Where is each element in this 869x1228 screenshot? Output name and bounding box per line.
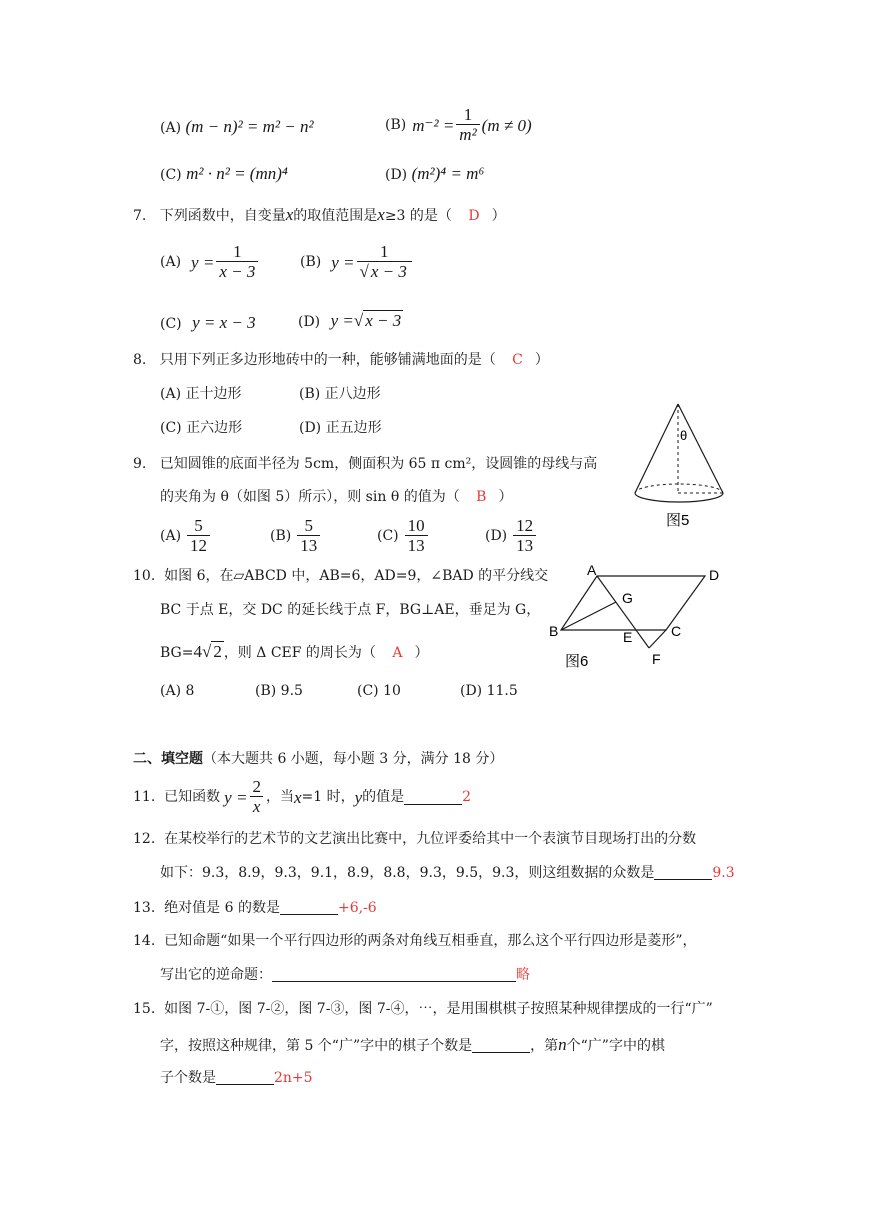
q7-stem: 7. 下列函数中，自变量x的取值范围是x≥3 的是（ D ） [133,205,506,224]
q6-b-label: (B) [385,117,407,134]
q6-b-fraction: $\frac{1}{\text{m²}}$ [456,106,479,144]
q6-a-label: (A) [160,120,182,136]
q10-option-d: (D) 11.5 [460,683,518,699]
q8-stem: 8. 只用下列正多边形地砖中的一种，能够铺满地面的是（ C ） [133,352,549,368]
q7-option-a: (A) y = $\frac{1}{x - 3}$ [160,243,260,281]
q11-fraction: $\frac{2}{x}$ [249,778,264,816]
point-e-label: E [623,629,633,645]
q12-line1: 12. 在某校举行的艺术节的文艺演出比赛中，九位评委给其中一个表演节目现场打出的分数 [133,831,697,847]
q10-answer: A [392,645,403,661]
q6-c-expr: m² · n² = (mn)⁴ [186,164,288,183]
q14-line2: 写出它的逆命题： 略 [160,967,530,983]
q15-blank-1 [472,1038,530,1053]
q15-line3: 子个数是 2n+5 [160,1070,313,1086]
q6-option-b [385,106,532,144]
q6-b-cond: (m ≠ 0) [481,115,532,135]
cone-base-back [635,484,723,493]
theta-label: θ [680,428,688,443]
q12-answer: 9.3 [712,865,735,881]
cone-right-edge [678,404,723,493]
q13-blank [280,900,338,915]
q10-option-b: (B) 9.5 [255,683,303,699]
q8-option-a: (A) 正十边形 [160,386,242,402]
q10-line2: BC 于点 E，交 DC 的延长线于点 F，BG⊥AE，垂足为 G， [160,602,541,618]
point-g-label: G [622,590,633,606]
q11-blank [404,790,462,805]
q11-answer: 2 [462,789,472,806]
q15-line2: 字，按照这种规律，第 5 个“广”字中的棋子个数是 ，第n个“广”字中的棋 [160,1035,665,1054]
q7-a-fraction: $\frac{1}{x - 3}$ [216,243,258,281]
q11: 11. 已知函数 y = $\frac{2}{x}$ ，当 x =1 时， y 的值是 2 [133,777,472,816]
section-2-title: 二、填空题 [133,751,203,767]
q8-answer: C [512,352,523,368]
q7-option-d: (D) y =√ x − 3 [298,311,402,330]
q6-option-a [160,118,314,135]
figure-6-parallelogram [545,560,735,672]
q7-b-fraction: $\frac{1}{√ x - 3}$ [357,243,412,281]
q9-option-b: (B) $\frac{5}{13}$ [270,517,322,555]
figure-5-label: 图5 [666,512,690,529]
q9-option-c: (C) $\frac{10}{13}$ [377,517,430,555]
line-bg [561,602,616,630]
section-2-heading [133,752,503,766]
q12-blank [654,865,712,880]
figure-5-cone [630,400,730,530]
q7-answer: D [468,208,480,224]
q9-line1: 9. 已知圆锥的底面半径为 5cm，侧面积为 65 π cm²，设圆锥的母线与高 [133,456,598,472]
q9-line2: 的夹角为 θ（如图 5）所示），则 sin θ 的值为（ B ） [160,489,513,505]
q7-option-b: (B) y = $\frac{1}{√ x - 3}$ [300,243,414,281]
q6-option-d [385,165,484,182]
figure-6-label: 图6 [565,653,589,670]
section-2-note: （本大题共 6 小题，每小题 3 分，满分 18 分） [203,751,504,767]
cone-left-edge [635,404,678,493]
q7-number: 7. [133,208,147,224]
q14-answer: 略 [516,967,530,983]
line-cf [649,630,666,648]
q6-c-label: (C) [160,167,182,183]
point-c-label: C [671,623,682,639]
q12-line2: 如下：9.3，8.9，9.3，9.1，8.9，8.8，9.3，9.5，9.3，则这组数据的众数是 9.3 [160,865,735,881]
q10-line1: 10. 如图 6，在▱ABCD 中，AB=6，AD=9，∠BAD 的平分线交 [133,568,549,584]
q9-option-d: (D) $\frac{12}{13}$ [485,517,538,555]
q9-answer: B [476,489,487,505]
q13: 13. 绝对值是 6 的数是 +6,-6 [133,900,377,916]
point-f-label: F [652,651,661,667]
q6-b-lhs: m⁻² = [412,115,455,135]
q6-a-expr: (m − n)² = m² − n² [185,117,314,136]
q6-d-expr: (m²)⁴ = m⁶ [411,164,485,183]
q8-option-b: (B) 正八边形 [299,386,381,402]
q7-option-c: (C) y = x − 3 [160,313,256,332]
q14-line1: 14. 已知命题“如果一个平行四边形的两条对角线互相垂直，那么这个平行四边形是菱形”， [133,933,697,949]
q15-line1: 15. 如图 7-①，图 7-②，图 7-③，图 7-④，⋯，是用围棋棋子按照某种规律摆成的一行“广” [133,1001,713,1017]
q15-blank-2 [216,1070,274,1085]
point-b-label: B [549,623,559,639]
parallelogram-abcd [561,576,705,630]
q10-line3: BG=4√ 2 ，则 Δ CEF 的周长为（ A ） [160,642,429,661]
q6-option-c [160,165,288,182]
q10-option-a: (A) 8 [160,683,195,699]
q8-option-d: (D) 正五边形 [299,420,382,436]
q10-option-c: (C) 10 [357,683,401,699]
point-d-label: D [709,567,720,583]
q9-option-a: (A) $\frac{5}{12}$ [160,517,212,555]
cone-base-front [635,493,723,502]
q14-blank [272,967,516,982]
q8-option-c: (C) 正六边形 [160,420,243,436]
point-a-label: A [587,562,597,578]
q13-answer: +6,-6 [337,900,377,916]
q6-d-label: (D) [385,167,408,183]
q15-answer: 2n+5 [274,1070,313,1086]
